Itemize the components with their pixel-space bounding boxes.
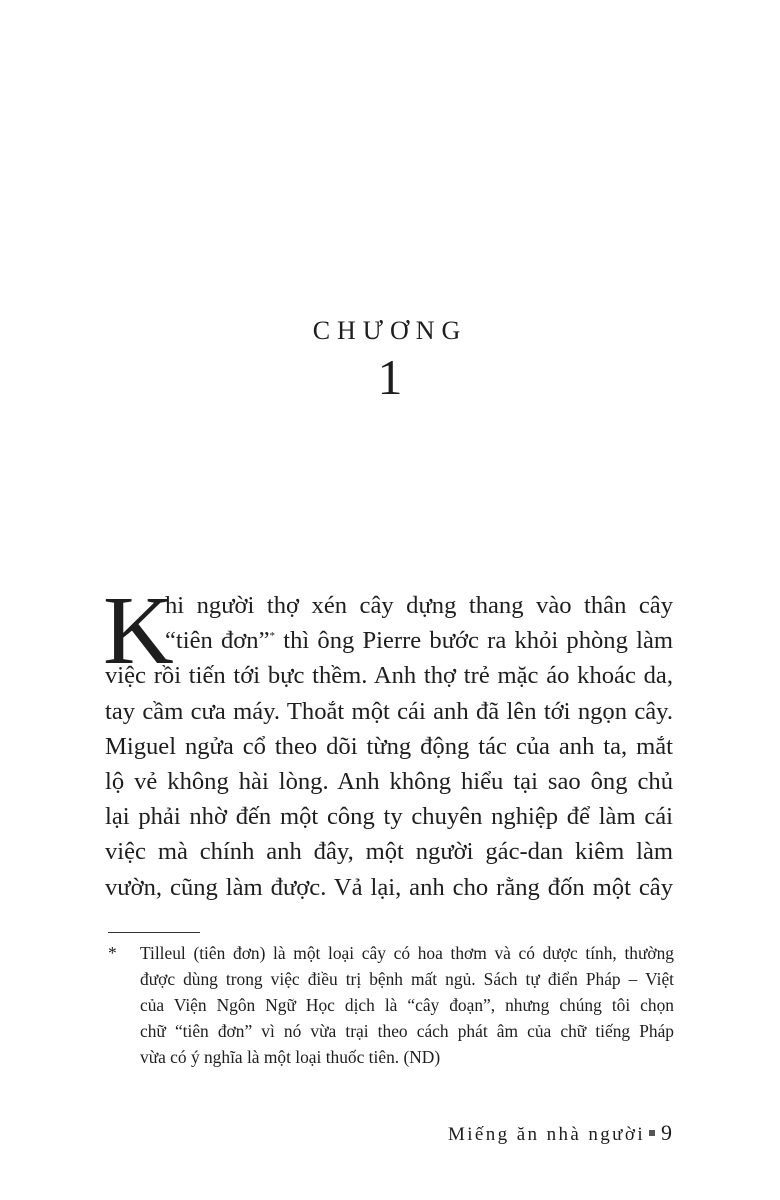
chapter-number: 1 (377, 349, 403, 405)
body-line: lại phải nhờ đến một công ty chuyên nghiệp để làm cái (105, 803, 673, 831)
body-line-end: thì ông Pierre bước ra khỏi phòng làm (283, 627, 673, 655)
body-line: việc mà chính anh đây, một người gác-dan kiêm làm (105, 838, 673, 866)
footnote-line: chữ “tiên đơn” vì nó vừa trại theo cách phát âm của chữ tiếng Pháp (140, 1021, 674, 1041)
footnote-rule (108, 932, 200, 933)
drop-cap: K (103, 577, 174, 685)
footer-separator (649, 1130, 655, 1136)
footnote-reference: * (269, 630, 276, 643)
body-line: Miguel ngửa cổ theo dõi từng động tác của anh ta, mắt (105, 732, 673, 760)
footnote-line: Tilleul (tiên đơn) là một loại cây có hoa thơm và có dược tính, thường (140, 943, 674, 963)
body-line: hi người thợ xén cây dựng thang vào thân cây (165, 592, 673, 619)
footnote (108, 940, 674, 1070)
page-number: 9 (661, 1120, 672, 1145)
footnote-line: vừa có ý nghĩa là một loại thuốc tiên. (ND) (140, 1047, 441, 1067)
body-line: lộ vẻ không hài lòng. Anh không hiểu tại sao ông chủ (105, 768, 673, 796)
footnote-line: được dùng trong việc điều trị bệnh mất ngủ. Sách tự điển Pháp – Việt (140, 969, 674, 989)
page-footer (448, 1120, 672, 1146)
body-paragraph (105, 588, 673, 905)
body-line: tay cầm cưa máy. Thoắt một cái anh đã lên tới ngọn cây. (105, 697, 673, 725)
body-line: việc rồi tiến tới bực thềm. Anh thợ trẻ mặc áo khoác da, (105, 662, 673, 690)
body-line (105, 623, 673, 658)
footnote-marker: * (108, 943, 117, 963)
footnote-text (140, 940, 674, 1070)
chapter-label: CHƯƠNG (312, 316, 468, 345)
body-line-start: “tiên đơn” (165, 627, 270, 655)
body-line: vườn, cũng làm được. Vả lại, anh cho rằng đốn một cây (105, 873, 673, 901)
footnote-line: của Viện Ngôn Ngữ Học dịch là “cây đoạn”, nhưng chúng tôi chọn (140, 995, 674, 1015)
running-title: Miếng ăn nhà người (447, 1124, 645, 1145)
